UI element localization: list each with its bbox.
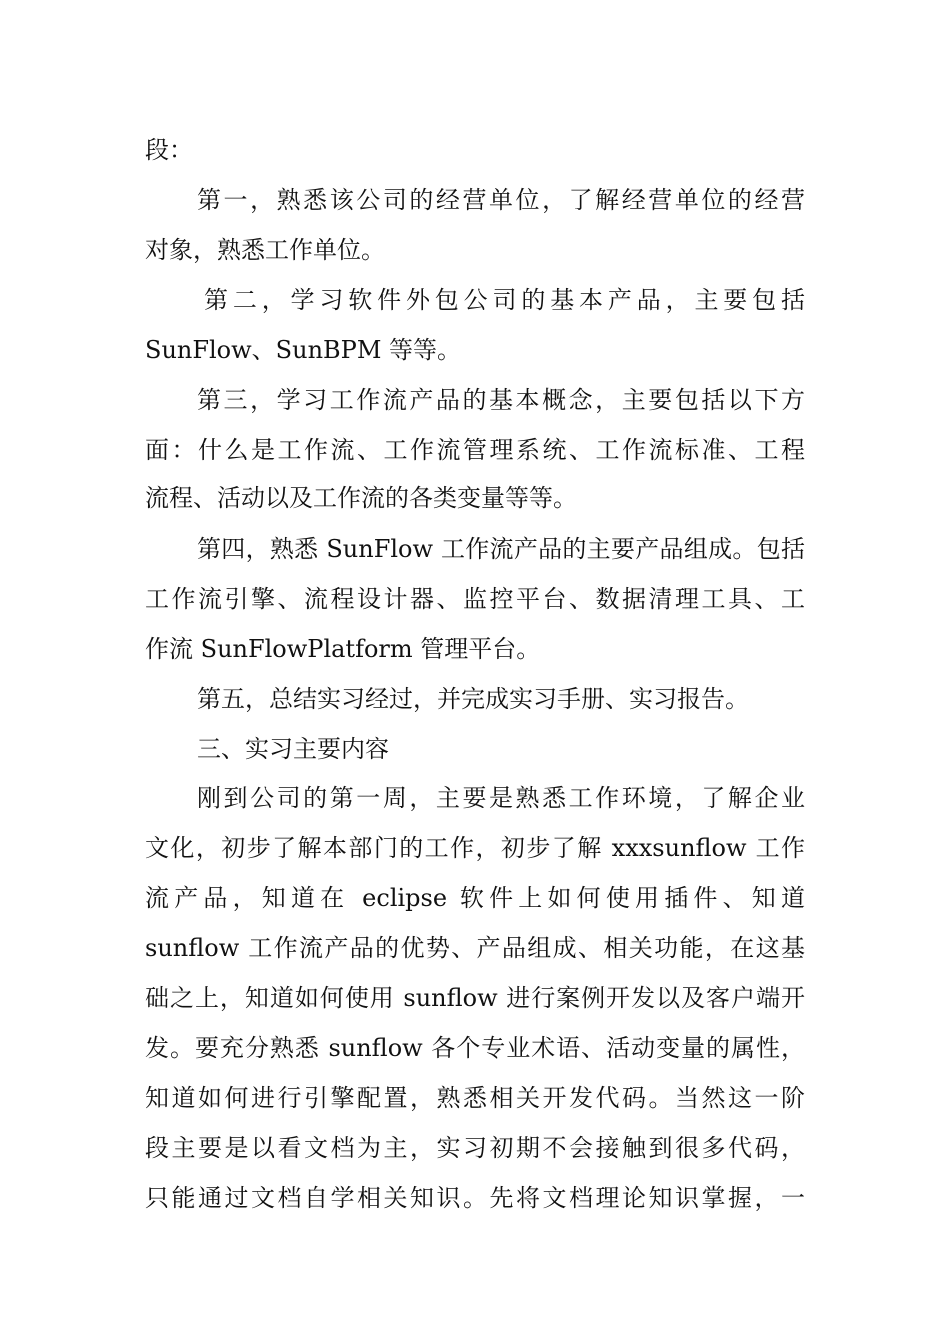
text-line-19: 发。要充分熟悉 sunflow 各个专业术语、活动变量的属性， [145,1034,805,1062]
section-heading: 三、实习主要内容 [197,735,389,763]
text-line-7: 面：什么是工作流、工作流管理系统、工作流标准、工程 [145,436,805,464]
text-line-9: 第四，熟悉 SunFlow 工作流产品的主要产品组成。包括 [197,535,805,563]
text-line-8: 流程、活动以及工作流的各类变量等等。 [145,484,577,512]
text-line-4: 第二，学习软件外包公司的基本产品，主要包括 [204,286,805,314]
text-line-2: 第一，熟悉该公司的经营单位，了解经营单位的经营 [197,186,805,214]
text-line-22: 只能通过文档自学相关知识。先将文档理论知识掌握，一 [145,1184,805,1212]
text-line-6: 第三，学习工作流产品的基本概念，主要包括以下方 [197,386,805,414]
text-line-17: sunflow 工作流产品的优势、产品组成、相关功能，在这基 [145,934,805,962]
text-line-11: 作流 SunFlowPlatform 管理平台。 [145,635,541,663]
text-line-21: 段主要是以看文档为主，实习初期不会接触到很多代码， [145,1134,805,1162]
text-line-14: 刚到公司的第一周，主要是熟悉工作环境，了解企业 [197,784,805,812]
text-line-10: 工作流引擎、流程设计器、监控平台、数据清理工具、工 [145,585,805,613]
text-line-20: 知道如何进行引擎配置，熟悉相关开发代码。当然这一阶 [145,1084,805,1112]
text-line-12: 第五，总结实习经过，并完成实习手册、实习报告。 [197,685,749,713]
text-line-15: 文化，初步了解本部门的工作，初步了解 xxxsunflow 工作 [145,834,805,862]
text-line-18: 础之上，知道如何使用 sunflow 进行案例开发以及客户端开 [145,984,805,1012]
text-line-1: 段： [145,136,193,164]
text-line-5: SunFlow、SunBPM 等等。 [145,336,462,364]
text-line-3: 对象，熟悉工作单位。 [145,236,385,264]
text-line-16: 流产品，知道在 eclipse 软件上如何使用插件、知道 [145,884,805,912]
